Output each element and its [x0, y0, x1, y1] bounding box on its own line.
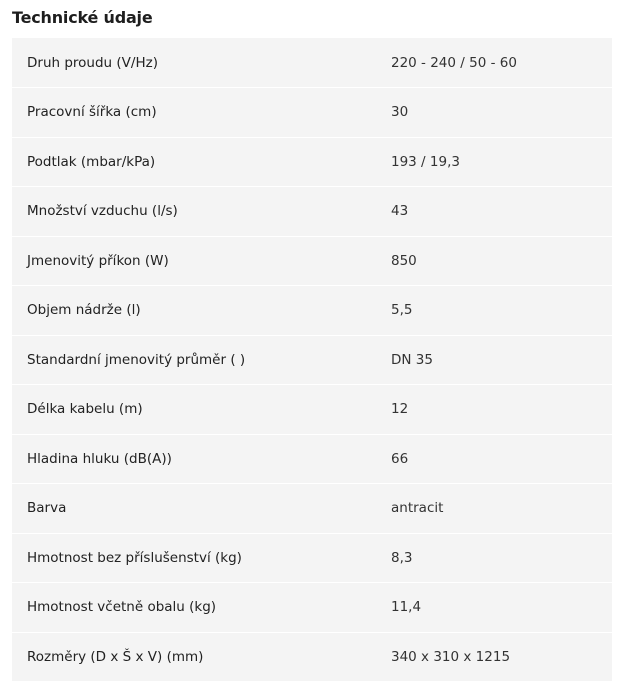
spec-value: 850 — [391, 252, 417, 269]
table-row — [12, 286, 612, 336]
table-row — [12, 137, 612, 187]
spec-value: 66 — [391, 450, 409, 467]
spec-label: Podtlak (mbar/kPa) — [27, 153, 156, 170]
table-row — [12, 434, 612, 484]
spec-label: Množství vzduchu (l/s) — [27, 203, 178, 220]
table-row — [12, 236, 612, 286]
table-row — [12, 88, 612, 138]
spec-value: 193 / 19,3 — [391, 153, 460, 170]
spec-value: 12 — [391, 401, 409, 418]
spec-value: 43 — [391, 203, 409, 220]
spec-label: Barva — [27, 500, 67, 517]
spec-label: Objem nádrže (l) — [27, 302, 141, 319]
spec-value: DN 35 — [391, 351, 433, 368]
spec-label: Pracovní šířka (cm) — [27, 104, 157, 121]
spec-value: 30 — [391, 104, 409, 121]
table-row — [12, 533, 612, 583]
table-row — [12, 38, 612, 88]
spec-label: Hmotnost bez příslušenství (kg) — [27, 549, 242, 566]
table-row — [12, 583, 612, 633]
spec-value: antracit — [391, 500, 444, 517]
table-row — [12, 385, 612, 435]
spec-label: Délka kabelu (m) — [27, 401, 143, 418]
spec-label: Rozměry (D x Š x V) (mm) — [27, 648, 204, 665]
table-row — [12, 484, 612, 534]
spec-label: Hmotnost včetně obalu (kg) — [27, 599, 217, 616]
table-row — [12, 187, 612, 237]
spec-value: 11,4 — [391, 599, 422, 616]
section-title: Technické údaje — [12, 8, 153, 27]
spec-value: 340 x 310 x 1215 — [391, 648, 511, 665]
spec-label: Druh proudu (V/Hz) — [27, 54, 158, 71]
table-row — [12, 335, 612, 385]
spec-value: 8,3 — [391, 549, 413, 566]
specs-table — [12, 38, 612, 682]
spec-label: Standardní jmenovitý průměr ( ) — [27, 351, 246, 368]
spec-label: Hladina hluku (dB(A)) — [27, 450, 172, 467]
spec-value: 5,5 — [391, 302, 413, 319]
spec-label: Jmenovitý příkon (W) — [27, 252, 169, 269]
table-row — [12, 632, 612, 682]
spec-value: 220 - 240 / 50 - 60 — [391, 54, 517, 71]
